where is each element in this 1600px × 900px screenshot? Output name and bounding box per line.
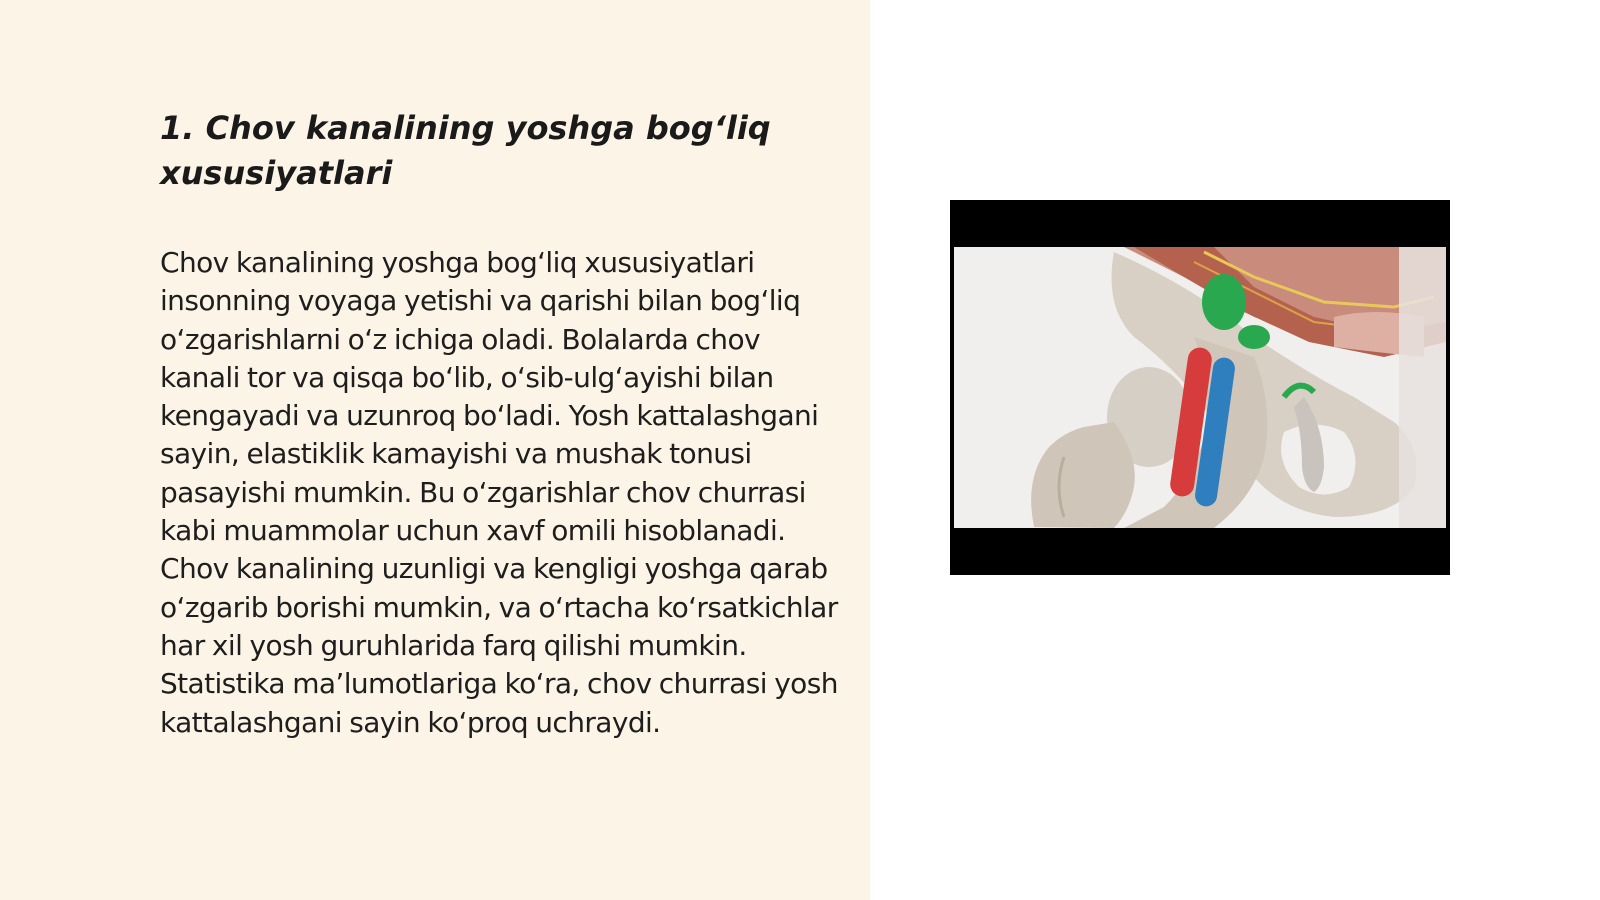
slide-body-text: Chov kanalining yoshga bog‘liq xususiyatlari insonning voyaga yetishi va qarishi bilan bog‘liq o‘zgarishlarni o‘z ichiga oladi. Bolalarda chov kanali tor va qisqa bo‘lib, o‘sib-ulg‘ayishi bilan kengayadi va uzunroq bo‘ladi. Yosh kattalashgani sayin, elastiklik kamayishi va mushak tonusi pasayishi mumkin. Bu o‘zgarishlar chov churrasi kabi muammolar uchun xavf omili hisoblanadi. Chov kanalining uzunligi va kengligi yoshga qarab o‘zgarib borishi mumkin, va o‘rtacha ko‘rsatkichlar har xil yosh guruhlarida farq qilishi mumkin. Statistika ma’lumotlariga ko‘ra, chov churrasi yosh kattalashgani sayin ko‘proq uchraydi. [160, 246, 838, 739]
pelvis-anatomy-icon [954, 247, 1446, 528]
slide-title: 1. Chov kanalining yoshga bog‘liq xususiyatlari [160, 109, 771, 192]
anatomy-illustration [954, 247, 1446, 528]
video-frame[interactable] [950, 200, 1450, 575]
